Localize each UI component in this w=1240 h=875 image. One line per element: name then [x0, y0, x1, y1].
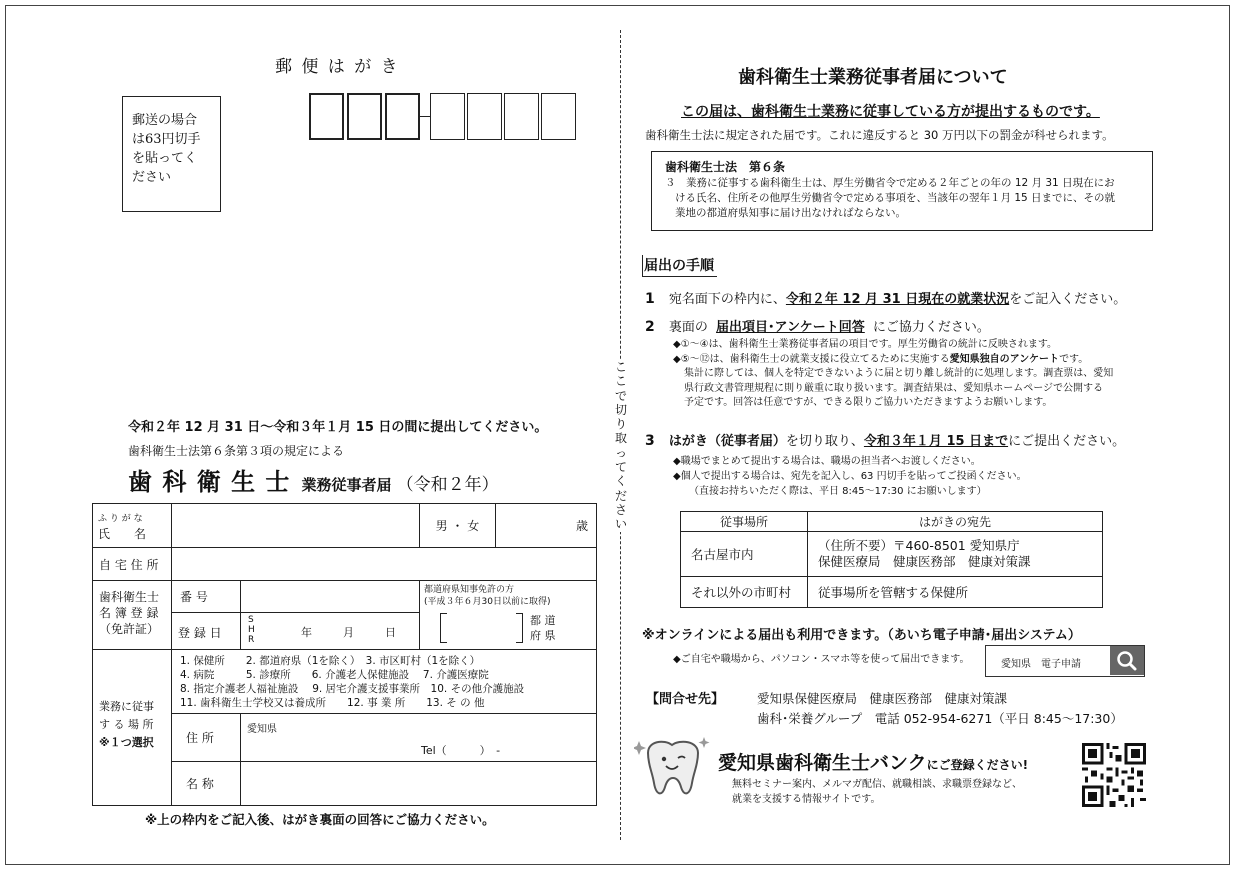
- table-header: はがきの宛先: [808, 512, 1103, 532]
- era-letters: [248, 615, 255, 645]
- workplace-option[interactable]: 1. 保健所 2. 都道府県（1を除く） 3. 市区町村（1を除く）: [180, 655, 481, 667]
- workplace-option[interactable]: 4. 病院 5. 診療所 6. 介護老人保健施設 7. 介護医療院: [180, 669, 489, 681]
- wp-name-label: 名 称: [171, 761, 241, 806]
- pref-label: 府 県: [530, 629, 556, 642]
- era-letter: H: [248, 625, 255, 635]
- table-cell: 従事場所を管轄する保健所: [808, 577, 1103, 608]
- note-line: 予定です。回答は任意ですが、できる限りご協力いただきますようお願いします。: [684, 397, 1053, 408]
- deadline-text: 令和２年 12 月 31 日～令和３年１月 15 日の間に提出してください。: [128, 420, 548, 435]
- age-input[interactable]: 歳: [495, 503, 597, 548]
- step-text: 裏面の: [668, 320, 708, 335]
- search-box[interactable]: [985, 645, 1145, 677]
- step-2-notes: [673, 338, 1113, 411]
- workplace-label-line: ※１つ選択: [99, 736, 154, 749]
- day-label: 日: [385, 626, 396, 639]
- reg-date-label: 登 録 日: [178, 626, 222, 640]
- era-letter: S: [248, 615, 254, 625]
- bracket-left: [440, 613, 447, 643]
- furigana-label: ふ り が な: [98, 514, 143, 524]
- online-note: ◆ご自宅や職場から、パソコン・スマホ等を使って届出できます。: [673, 654, 970, 665]
- note-line: 集計に際しては、個人を特定できないように届と切り離し統計的に処理します。調査票は、愛知: [684, 368, 1114, 379]
- postal-box[interactable]: [467, 93, 502, 140]
- prefecture-cell[interactable]: [419, 580, 597, 650]
- cut-text: ここで切り取ってください: [612, 360, 630, 532]
- table-header-row: [681, 512, 1103, 532]
- step-text: を切り取り、: [785, 434, 864, 449]
- form-title-big: 歯 科 衛 生 士: [128, 467, 291, 496]
- number-label: 番 号: [171, 580, 241, 613]
- qr-code-icon[interactable]: [1082, 743, 1146, 807]
- stamp-area: [122, 96, 221, 212]
- note-line: ◆①～④は、歯科衛生士業務従事者届の項目です。厚生労働省の統計に反映されます。: [673, 339, 1058, 350]
- tooth-mascot-icon: [634, 735, 714, 805]
- postal-box[interactable]: [347, 93, 382, 140]
- number-input[interactable]: [240, 580, 420, 613]
- note-line: （直接お持ちいただく際は、平日 8:45～17:30 にお願いします）: [689, 486, 987, 497]
- step-text: をご記入ください。: [1009, 292, 1127, 307]
- step-text: にご提出ください。: [1008, 434, 1126, 449]
- info-subtitle: この届は、歯科衛生士業務に従事している方が提出するものです。: [681, 104, 1100, 120]
- bank-description: [732, 777, 1022, 807]
- law-box-line: ける氏名、住所その他厚生労働省令で定める事項を、当該年の翌年１月 15 日までに、その就: [675, 192, 1116, 204]
- table-cell: それ以外の市町村: [681, 577, 808, 608]
- step-3: [645, 430, 1125, 449]
- step-text: にご協力ください。: [872, 320, 990, 335]
- stamp-note-line: を貼ってく: [132, 151, 198, 166]
- bank-desc-line: 就業を支援する情報サイトです。: [732, 794, 881, 805]
- bracket-right: [516, 613, 523, 643]
- postcard-title: 郵 便 は が き: [275, 57, 400, 77]
- table-cell: 名古屋市内: [681, 532, 808, 577]
- workplace-label-line: 業務に従事: [99, 700, 154, 713]
- search-icon: [1110, 646, 1144, 675]
- bank-title: 愛知県歯科衛生士バンク: [718, 752, 927, 774]
- step-2: [645, 316, 990, 335]
- table-row: [681, 577, 1103, 608]
- step-text: 宛名面下の枠内に、: [668, 292, 786, 307]
- step-number: 1: [645, 291, 655, 307]
- step-3-notes: [673, 454, 1027, 499]
- name-label: 氏 名: [98, 527, 147, 541]
- step-number: 2: [645, 319, 655, 335]
- note-line: ◆個人で提出する場合は、宛先を記入し、63 円切手を貼ってご投函ください。: [673, 471, 1027, 482]
- bottom-note: ※上の枠内をご記入後、はがき裏面の回答にご協力ください。: [145, 812, 495, 827]
- search-button[interactable]: [1110, 646, 1144, 675]
- pref-label: 都 道: [530, 614, 556, 627]
- note-line: ◆⑤～⑫は、歯科衛生士の就業支援に役立てるために実施する: [673, 353, 950, 365]
- wp-name-input[interactable]: [240, 761, 597, 806]
- note-line: ◆職場でまとめて提出する場合は、職場の担当者へお渡しください。: [673, 456, 981, 467]
- form-title-mid: 業務従事者届: [301, 476, 392, 494]
- law-basis-text: 歯科衛生士法第６条第３項の規定による: [128, 444, 345, 458]
- reg-date-input[interactable]: [240, 612, 420, 650]
- contact-info: [757, 689, 1123, 729]
- registry-label-line: （免許証）: [99, 622, 160, 636]
- stamp-note-line: 郵送の場合: [132, 113, 198, 128]
- note-bold: 愛知県独自のアンケート: [949, 353, 1060, 365]
- postal-box[interactable]: [430, 93, 465, 140]
- year-label: 年: [301, 626, 312, 639]
- form-title: [128, 462, 499, 497]
- pref-labels: [530, 613, 556, 643]
- name-label-cell: [92, 503, 172, 548]
- postal-box[interactable]: [385, 93, 420, 140]
- table-row: [681, 532, 1103, 577]
- wp-address-input[interactable]: [240, 713, 597, 762]
- license-note: [424, 584, 550, 608]
- step-1: [645, 288, 1126, 307]
- license-note-line: 都道府県知事免許の方: [424, 585, 515, 595]
- contact-line: 歯科･栄養グループ 電話 052-954-6271（平日 8:45～17:30）: [757, 711, 1123, 726]
- destination-table: [680, 511, 1103, 608]
- stamp-note-line: ださい: [132, 170, 172, 185]
- workplace-options[interactable]: [171, 649, 597, 714]
- postal-box[interactable]: [504, 93, 539, 140]
- step-bold: 令和２年 12 月 31 日現在の就業状況: [785, 292, 1010, 307]
- reg-date-label-cell: [171, 612, 241, 650]
- online-text: ※オンラインによる届出も利用できます。（あいち電子申請･届出システム）: [642, 628, 1081, 643]
- workplace-label-line: す る 場 所: [99, 718, 154, 731]
- table-cell-line: 保健医療局 健康医務部 健康対策課: [818, 554, 1031, 569]
- license-note-line: (平成３年６月30日以前に取得): [424, 597, 551, 607]
- postal-dash: [420, 116, 430, 117]
- workplace-option[interactable]: 11. 歯科衛生士学校又は養成所 12. 事 業 所 13. そ の 他: [180, 697, 485, 709]
- era-letter: R: [248, 635, 255, 645]
- tel-field[interactable]: Tel（ ） -: [421, 744, 501, 757]
- step-bold: 令和３年１月 15 日まで: [863, 434, 1009, 449]
- bank-banner[interactable]: [718, 748, 1028, 775]
- address-input[interactable]: [171, 547, 597, 581]
- table-header: 従事場所: [681, 512, 808, 532]
- postal-box[interactable]: [309, 93, 344, 140]
- bank-suffix: にご登録ください!: [926, 758, 1029, 772]
- law-box-line: ３ 業務に従事する歯科衛生士は、厚生労働省令で定める２年ごとの年の 12 月 31 日現在にお: [665, 177, 1115, 189]
- form-title-year: （令和２年）: [396, 475, 499, 495]
- note-line: です。: [1059, 353, 1089, 365]
- step-bold: 届出項目･アンケート回答: [716, 320, 865, 335]
- address-label: 自 宅 住 所: [92, 547, 172, 581]
- gender-select[interactable]: 男 ・ 女: [419, 503, 496, 548]
- postal-box[interactable]: [541, 93, 576, 140]
- wp-address-label: 住 所: [171, 713, 241, 762]
- month-label: 月: [343, 626, 354, 639]
- contact-line: 愛知県保健医療局 健康医務部 健康対策課: [757, 691, 1008, 706]
- search-input[interactable]: 愛知県 電子申請: [1001, 659, 1081, 670]
- note-line: 県行政文書管理規程に則り厳重に取り扱います。調査結果は、愛知県ホームページで公開する: [684, 382, 1103, 394]
- table-cell-line: （住所不要）〒460-8501 愛知県庁: [818, 538, 1020, 553]
- registry-label: [92, 580, 172, 650]
- step-bold: はがき（従事者届）: [668, 434, 786, 449]
- law-box-line: 業地の都道府県知事に届け出なければならない。: [675, 207, 906, 219]
- law-line: 歯科衛生士法に規定された届です。これに違反すると 30 万円以下の罰金が科せられます。: [645, 128, 1114, 142]
- law-box-title: 歯科衛生士法 第６条: [665, 160, 786, 174]
- stamp-note-line: は63円切手: [132, 132, 201, 147]
- registry-label-line: 名 簿 登 録: [99, 606, 159, 620]
- name-input[interactable]: [171, 503, 420, 548]
- law-box-text: [665, 176, 1152, 221]
- workplace-label: [92, 649, 172, 806]
- registry-label-line: 歯科衛生士: [99, 590, 160, 604]
- info-title: 歯科衛生士業務従事者届について: [738, 67, 1008, 88]
- law-box: [651, 151, 1153, 231]
- wp-pref: 愛知県: [247, 724, 277, 735]
- procedure-heading: 届出の手順: [642, 255, 717, 277]
- workplace-option[interactable]: 8. 指定介護老人福祉施設 9. 居宅介護支援事業所 10. その他介護施設: [180, 683, 525, 695]
- step-number: 3: [645, 433, 655, 449]
- bank-desc-line: 無料セミナー案内、メルマガ配信、就職相談、求職票登録など、: [732, 779, 1022, 790]
- contact-label: 【問合せ先】: [646, 692, 725, 707]
